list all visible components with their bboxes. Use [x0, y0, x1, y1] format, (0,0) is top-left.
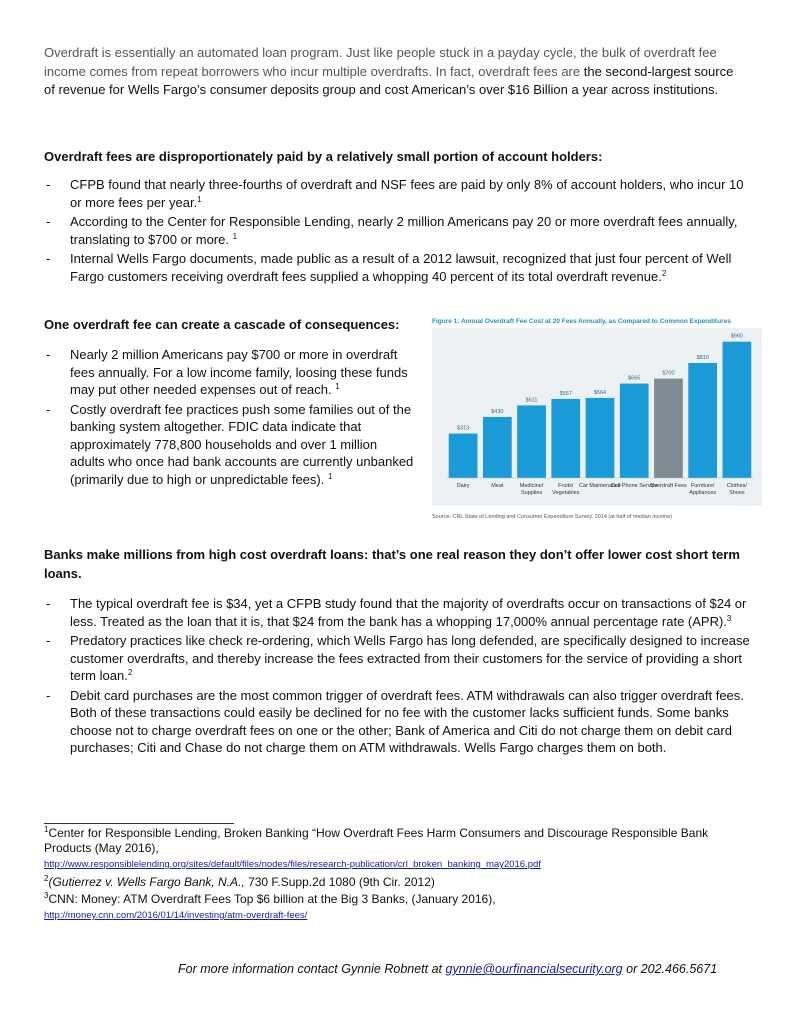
chart-bar — [551, 399, 580, 478]
category-tick-label: Appliances — [689, 490, 717, 496]
footnote-3-link[interactable]: http://money.cnn.com/2016/01/14/investing/atm-overdraft-fees/ — [44, 910, 308, 921]
footnote-3 — [44, 892, 754, 923]
bar-value-label: $810 — [696, 354, 709, 361]
footnote-case-name: (Gutierrez v. Wells Fargo Bank, N.A., — [48, 875, 245, 889]
footnote-text: CNN: Money: ATM Overdraft Fees Top $6 billion at the Big 3 Banks, (January 2016), — [48, 892, 496, 906]
chart-bar — [483, 417, 512, 478]
footnote-number: 2 — [44, 874, 49, 883]
footnote-1-link[interactable]: http://www.responsiblelending.org/sites/default/files/nodes/files/research-publication/crl_broken_banking_may2016.pdf — [44, 859, 541, 870]
footnote-2 — [44, 875, 754, 890]
footnote-ref: 2 — [127, 668, 133, 677]
footnote-ref: 1 — [335, 382, 340, 391]
contact-line — [178, 962, 717, 976]
intro-text-grey: Overdraft is essentially an automated loan program. Just like people stuck in a payday cycle, the bulk of overdraft fee income comes from repeat borrowers who incur multiple overdrafts. In fact, overdraft fees are — [44, 45, 717, 79]
chart-bar — [654, 379, 683, 478]
section2-bullet-list — [44, 346, 414, 490]
bullet-text: Debit card purchases are the most common trigger of overdraft fees. ATM withdrawals can also trigger overdraft fees. Both of these transactions could easily be declined for no fee with the customer lacks sufficient funds. Some banks choose not to charge overdraft fees on one or the other; Bank of America and Citi do not charge them on debit card purchases; Citi and Chase do not charge them on ATM withdrawals. Wells Fargo charges them on both. — [70, 687, 744, 755]
contact-email-link[interactable]: gynnie@ourfinancialsecurity.org — [445, 962, 623, 976]
bar-value-label: $665 — [628, 375, 641, 382]
section2-heading: One overdraft fee can create a cascade of consequences: — [44, 317, 400, 332]
list-item — [44, 346, 414, 399]
list-item — [44, 595, 754, 630]
chart-bar — [517, 405, 546, 478]
bullet-text: Internal Wells Fargo documents, made public as a result of a 2012 lawsuit, recognized that just four percent of Well Fargo customers receiving overdraft fees supplied a whopping 40 percent of its total overdraft revenue. — [70, 251, 732, 284]
bullet-text: Nearly 2 million Americans pay $700 or more in overdraft fees annually. For a low income family, loosing these funds may put other needed expenses out of reach. — [70, 347, 408, 397]
chart-background — [432, 328, 762, 506]
footnote-ref: 2 — [661, 268, 667, 278]
section1-bullet-list — [44, 176, 754, 287]
bullet-text: CFPB found that nearly three-fourths of overdraft and NSF fees are paid by only 8% of account holders, who incur 10 or more fees per year. — [70, 177, 744, 210]
overdraft-fee-figure — [432, 318, 762, 528]
footnote-ref: 1 — [232, 231, 238, 241]
list-item — [44, 401, 414, 489]
chart-bar — [688, 363, 717, 478]
intro-text-emphasis: the second-largest source of revenue for Wells Fargo’s consumer deposits group and cost American’s over $16 Billion a year across institutions. — [44, 63, 734, 97]
category-tick-label: Clothes/ — [726, 483, 747, 489]
intro-paragraph — [44, 44, 744, 100]
contact-prefix: For more information contact Gynnie Robnett at — [178, 962, 446, 976]
category-tick-label: Shoes — [729, 490, 745, 496]
bullet-text: Costly overdraft fee practices push some families out of the banking system altogether. FDIC data indicate that approximately 778,800 households and over 1 million adults who once had bank accounts are currently unbanked (primarily due to high or unpredictable fees). — [70, 401, 414, 487]
bar-value-label: $557 — [559, 390, 572, 397]
footnote-number: 3 — [44, 891, 49, 900]
bar-value-label: $960 — [730, 333, 744, 340]
list-item — [44, 250, 754, 285]
category-tick-label: Furniture/ — [690, 483, 715, 489]
list-item — [44, 687, 754, 757]
bar-value-label: $511 — [525, 397, 538, 404]
bullet-text: The typical overdraft fee is $34, yet a CFPB study found that the majority of overdrafts occur on transactions of $24 or less. Treated as the loan that it is, that $24 from the bank has a whopping 17,000% annual percentage rate (APR). — [70, 596, 747, 629]
chart-bar — [586, 398, 615, 478]
figure-title: Figure 1: Annual Overdraft Fee Cost at 20 Fees Annually, as Compared to Common Expenditures — [432, 318, 731, 325]
bar-value-label: $564 — [593, 389, 607, 396]
footnote-ref: 3 — [726, 613, 732, 623]
footnote-text: 730 F.Supp.2d 1080 (9th Cir. 2012) — [244, 875, 435, 889]
footnote-divider — [44, 823, 234, 824]
bar-chart — [432, 328, 762, 506]
category-tick-label: Supplies — [521, 490, 543, 496]
chart-bar — [449, 434, 478, 478]
section1-heading: Overdraft fees are disproportionately paid by a relatively small portion of account holders: — [44, 149, 603, 164]
footnote-ref: 1 — [197, 194, 202, 204]
footnote-text: Center for Responsible Lending, Broken Banking “How Overdraft Fees Harm Consumers and Discourage Responsible Bank Products (May 2016), — [44, 826, 709, 855]
section3-heading: Banks make millions from high cost overdraft loans: that’s one real reason they don’t offer lower cost short term loans. — [44, 547, 740, 581]
bullet-text: Predatory practices like check re-ordering, which Wells Fargo has long defended, are specifically designed to increase customer overdrafts, and thereby increase the fees extracted from their customers for the service of providing a short term loan. — [70, 633, 750, 683]
bar-value-label: $313 — [456, 425, 470, 432]
footnote-ref: 1 — [327, 471, 333, 481]
list-item — [44, 213, 754, 248]
bullet-text: According to the Center for Responsible Lending, nearly 2 million Americans pay 20 or more overdraft fees annually, translating to $700 or more. — [70, 214, 738, 247]
list-item — [44, 176, 754, 211]
bar-value-label: $700 — [662, 370, 675, 377]
category-tick-label: Medicine/ — [519, 483, 544, 489]
category-tick-label: Meat — [491, 483, 504, 489]
category-tick-label: Overdraft Fees — [650, 483, 687, 489]
bar-value-label: $430 — [491, 408, 504, 415]
list-item — [44, 632, 754, 685]
category-tick-label: Car Maintenance — [579, 483, 621, 489]
figure-source: Source: CRL State of Lending and Consumer Expenditure Survey, 2014 (at half of median income) — [432, 514, 672, 520]
footnote-1 — [44, 826, 754, 872]
chart-bar — [620, 384, 649, 478]
chart-bar — [723, 342, 752, 478]
category-tick-label: Fruits/ — [558, 483, 574, 489]
footnote-number: 1 — [44, 825, 49, 834]
contact-phone: or 202.466.5671 — [622, 962, 718, 976]
category-tick-label: Vegetables — [552, 490, 580, 496]
category-tick-label: Dairy — [456, 483, 470, 489]
category-tick-label: Cell Phone Service — [610, 483, 658, 489]
section3-bullet-list — [44, 595, 754, 759]
